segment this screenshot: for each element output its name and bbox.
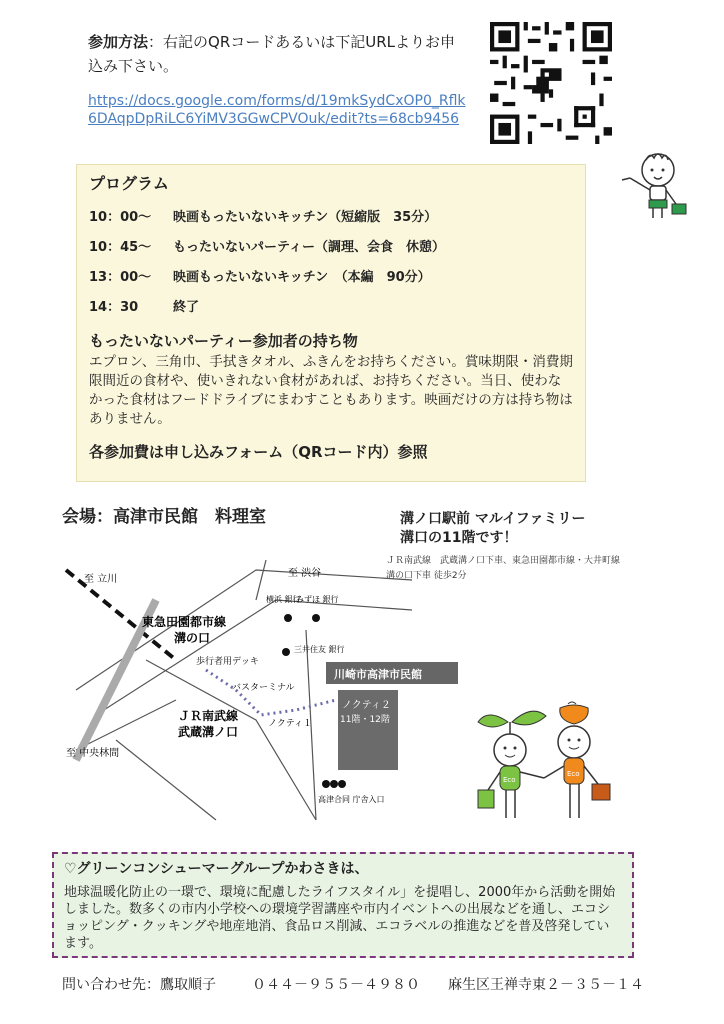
- program-row: [89, 230, 573, 260]
- program-time: 13：00〜: [89, 269, 152, 285]
- map-label-hall: 川崎市高津市民館: [334, 668, 422, 681]
- station-note-line2: 溝口の11階です！: [400, 530, 518, 546]
- qr-code-image[interactable]: [490, 22, 612, 144]
- belongings-text: エプロン、三角巾、手拭きタオル、ふきんをお持ちください。賞味期限・消費期限間近の食材や、使いきれない食材があれば、お持ちください。当日、使わなかった食材はフードドライブにまわすこともあります。映画だけの方は持ち物はありません。: [89, 354, 573, 427]
- access-info: ＪＲ南武線 武蔵溝ノ口下車、東急田園都市線・大井町線 溝の口下車 徒歩2分: [386, 556, 621, 581]
- map-label-deck: 歩行者用デッキ: [196, 657, 259, 667]
- map-label-mizonokuchi: 溝の口: [174, 631, 211, 645]
- venue-title: 会場：高津市民館 料理室: [62, 507, 266, 527]
- program-row: [89, 200, 573, 230]
- contact-label: 問い合わせ先：鷹取順子: [62, 977, 216, 993]
- map-label-mizuho-bank: みずほ 銀行: [296, 595, 339, 604]
- map-label-tachikawa: 至 立川: [84, 574, 118, 585]
- boy-character-illustration: [618, 148, 694, 224]
- map-label-musashi-mizonokuchi: 武蔵溝ノ口: [178, 725, 239, 739]
- eco-label-green: Eco: [503, 776, 516, 784]
- eco-characters-illustration: [468, 700, 628, 830]
- map-label-floors: 11階・12階: [340, 715, 390, 725]
- venue-map: [56, 540, 422, 840]
- program-time: 14：30: [89, 299, 139, 315]
- belongings-title: もったいないパーティー参加者の持ち物: [89, 332, 358, 350]
- map-label-noctie1: ノクティ１: [268, 719, 313, 729]
- station-note: [400, 510, 640, 548]
- map-label-govt-office: 高津合同 庁舎入口: [318, 795, 385, 804]
- organization-description: 地球温暖化防止の一環で、環境に配慮したライフスタイル」を提唱し、2000年から活動を開始しました。数多くの市内小学校への環境学習講座や市内イベントへの出展などを通し、エコショッピング・クッキングや地産地消、食品ロス削減、エコラベルの推進などを普及啓発しています。: [64, 885, 616, 951]
- station-note-line1: 溝ノ口駅前 マルイファミリー: [400, 511, 586, 527]
- map-label-jr-line: ＪＲ南武線: [178, 709, 239, 723]
- program-box: [76, 164, 586, 482]
- map-label-bus-terminal: バスターミナル: [232, 683, 295, 693]
- organization-info-box: [52, 852, 634, 958]
- apply-text: ：右記のQRコードあるいは下記URLよりお申込み下さい。: [88, 33, 456, 75]
- program-title: プログラム: [89, 174, 169, 193]
- program-desc: 終了: [173, 299, 200, 315]
- application-url-link[interactable]: https://docs.google.com/forms/d/19mkSydCxOP0_Rflk6DAqpDpRiLC6YiMV3GGwCPVOuk/edit?ts=68cb9456: [88, 93, 466, 127]
- map-label-mitsui-bank: 三井住友 銀行: [294, 645, 345, 654]
- map-label-noctie2: ノクティ２: [342, 700, 391, 711]
- program-row: [89, 260, 573, 290]
- apply-section: [88, 30, 468, 78]
- program-desc: 映画もったいないキッチン（短縮版 35分）: [173, 209, 438, 225]
- program-desc: もったいないパーティー（調理、会食 休憩）: [173, 239, 445, 255]
- map-label-yokohama-bank: 横浜 銀行: [266, 595, 301, 604]
- program-time: 10：00〜: [89, 209, 152, 225]
- map-label-chuorinkan: 至 中央林間: [66, 748, 120, 759]
- program-time: 10：45〜: [89, 239, 152, 255]
- contact-footer: [62, 974, 702, 994]
- map-label-tokyu-line: 東急田園都市線: [142, 615, 227, 629]
- contact-phone: ０４４－９５５－４９８０: [252, 977, 420, 993]
- map-label-shibuya: 至 渋谷: [288, 568, 322, 579]
- eco-label-orange: Eco: [567, 770, 580, 778]
- program-row: [89, 290, 573, 320]
- fee-note: 各参加費は申し込みフォーム（QRコード内）参照: [89, 443, 428, 461]
- organization-title: ♡グリーンコンシューマーグループかわさきは、: [64, 861, 369, 877]
- program-desc: 映画もったいないキッチン （本編 90分）: [173, 269, 431, 285]
- apply-label: 参加方法: [88, 33, 149, 51]
- contact-address: 麻生区王禅寺東２－３５－１４: [448, 977, 644, 993]
